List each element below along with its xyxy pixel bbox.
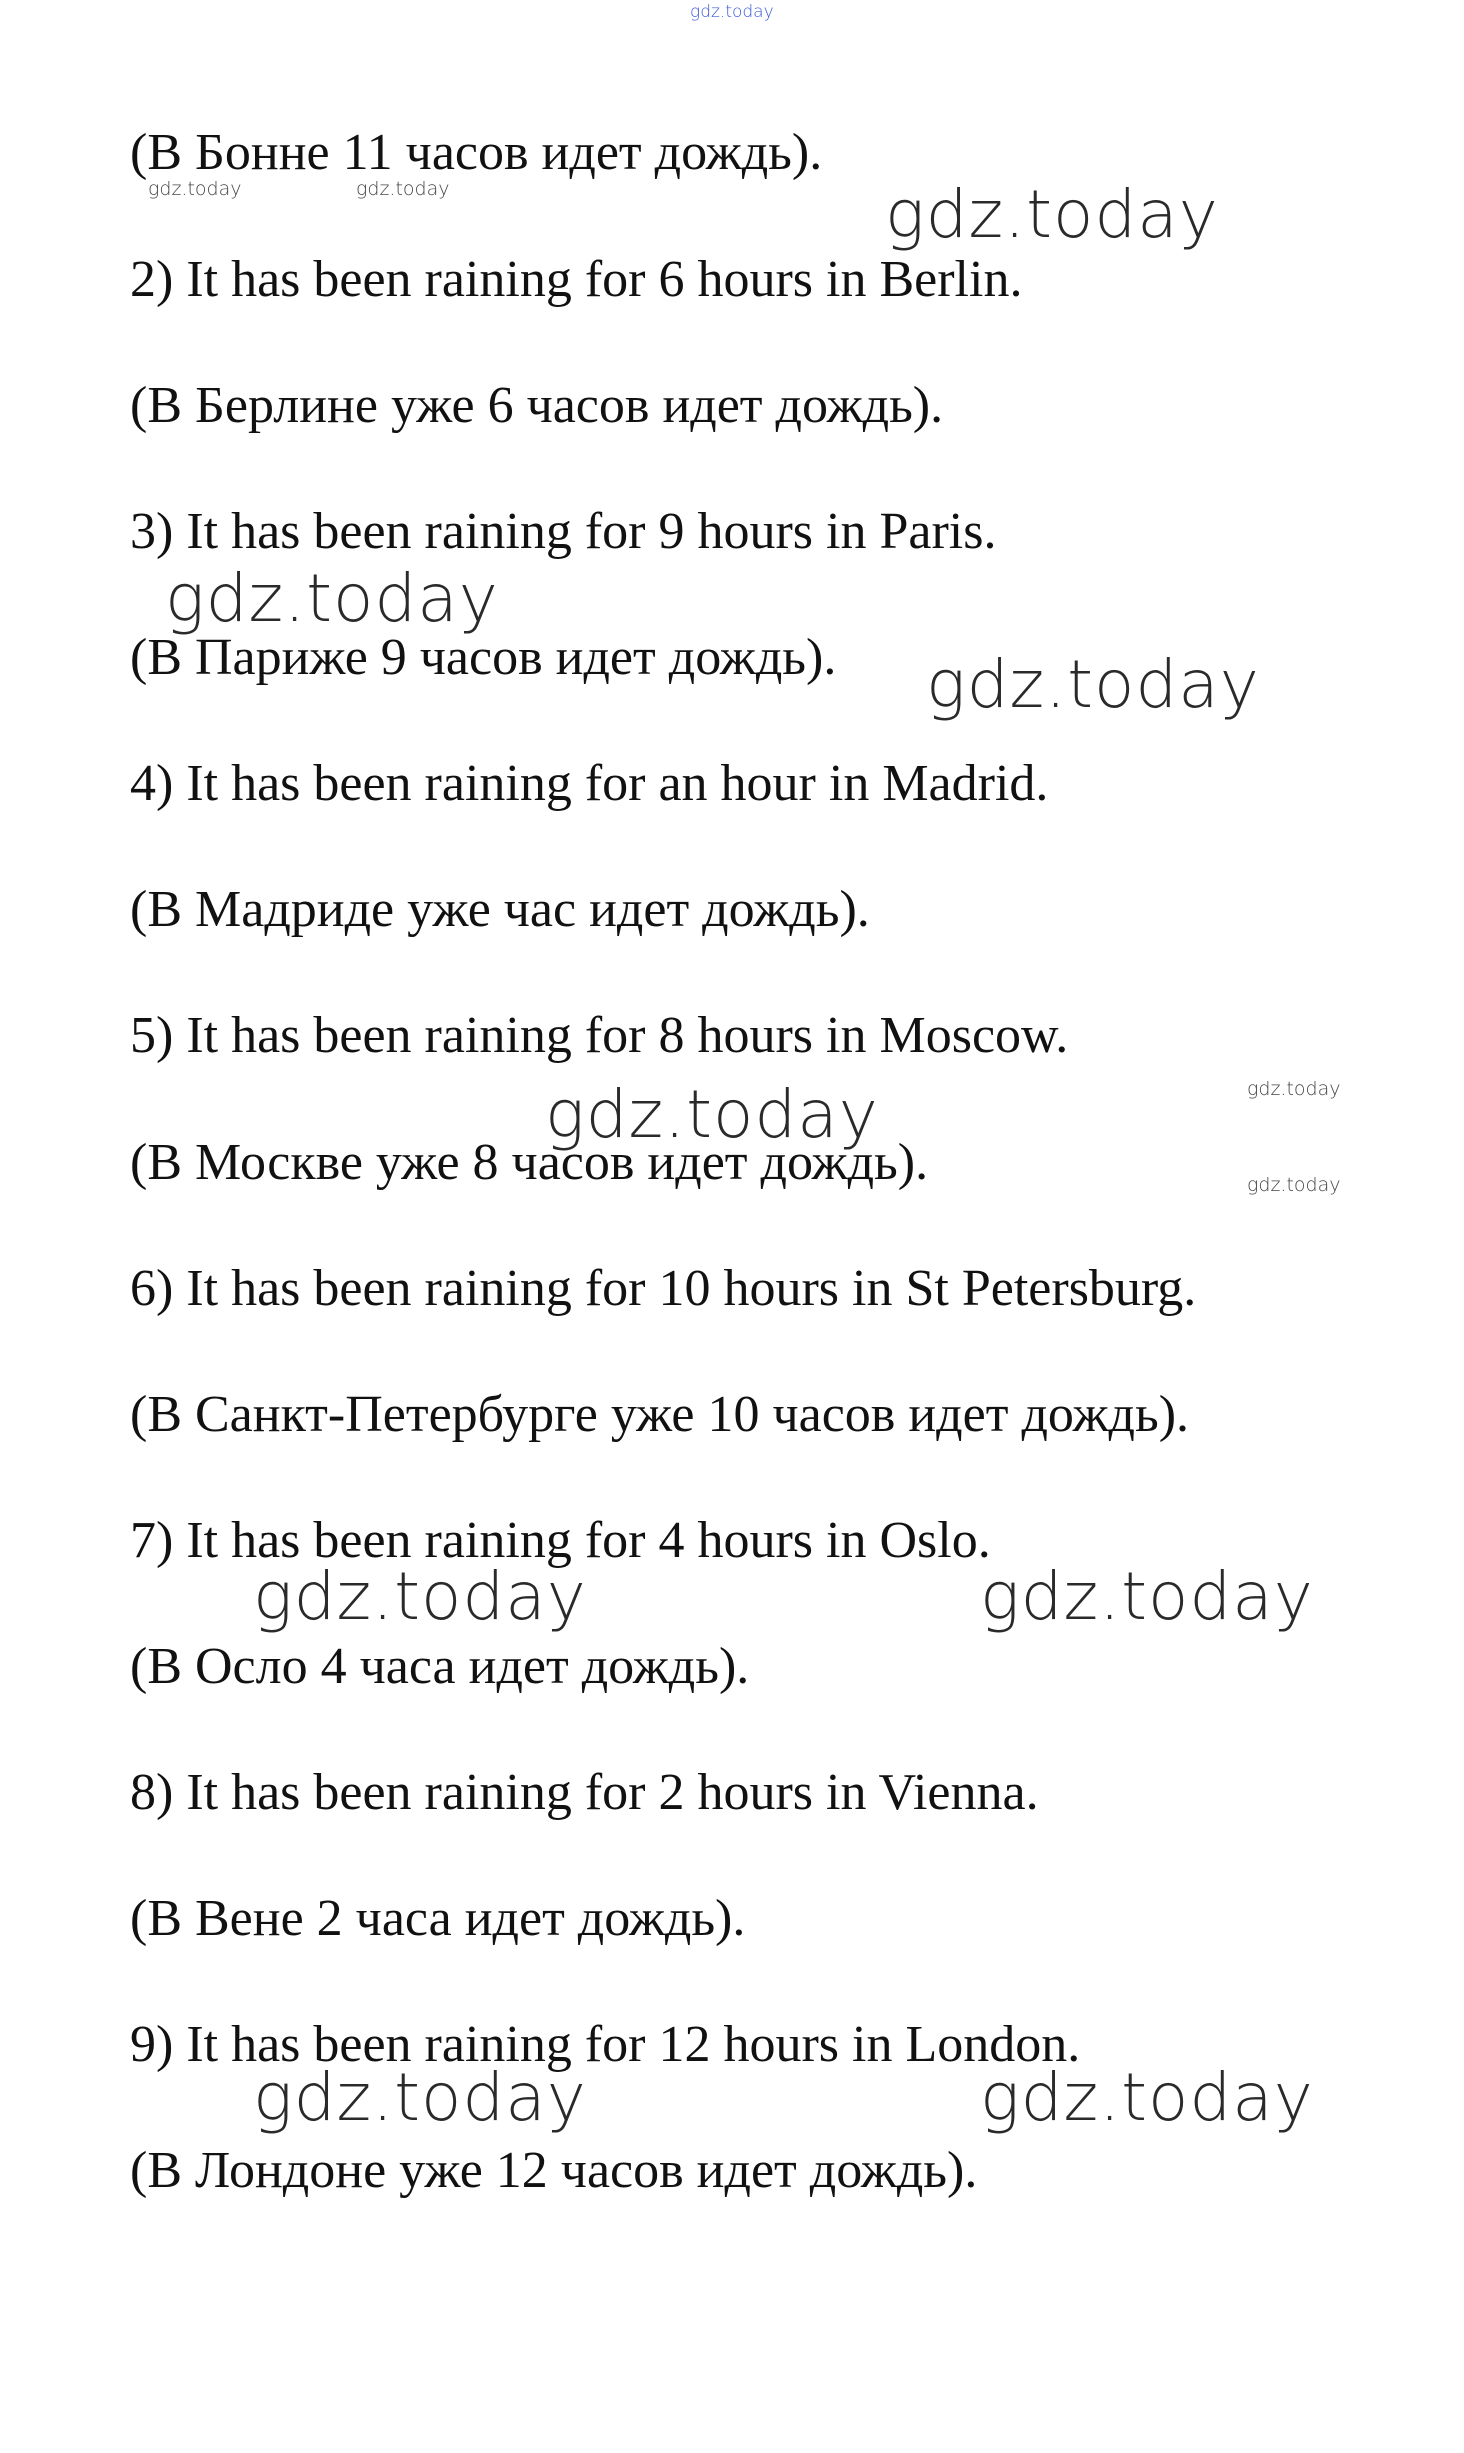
text-line-9: (В Москве уже 8 часов идет дождь). <box>130 1134 929 1191</box>
text-line-16: 9) It has been raining for 12 hours in London. <box>130 2016 1081 2073</box>
watermark-small: gdz.today <box>148 178 242 200</box>
text-line-4: 3) It has been raining for 9 hours in Paris. <box>130 503 997 560</box>
watermark-large: gdz.today <box>980 2059 1314 2136</box>
watermark-large: gdz.today <box>253 1558 587 1635</box>
watermark-large: gdz.today <box>165 560 499 637</box>
text-line-3: (В Берлине уже 6 часов идет дождь). <box>130 377 944 434</box>
watermark-large: gdz.today <box>980 1558 1314 1635</box>
text-line-10: 6) It has been raining for 10 hours in St Petersburg. <box>130 1260 1197 1317</box>
text-line-7: (В Мадриде уже час идет дождь). <box>130 881 870 938</box>
watermark-large: gdz.today <box>545 1076 879 1153</box>
text-line-1: (В Бонне 11 часов идет дождь). <box>130 124 823 181</box>
text-line-15: (В Вене 2 часа идет дождь). <box>130 1890 746 1947</box>
text-line-14: 8) It has been raining for 2 hours in Vienna. <box>130 1764 1039 1821</box>
text-line-17: (В Лондоне уже 12 часов идет дождь). <box>130 2142 978 2199</box>
watermark-small: gdz.today <box>356 178 450 200</box>
watermark-small: gdz.today <box>1247 1078 1341 1100</box>
text-line-12: 7) It has been raining for 4 hours in Oslo. <box>130 1512 991 1569</box>
watermark-small: gdz.today <box>1247 1174 1341 1196</box>
text-line-13: (В Осло 4 часа идет дождь). <box>130 1638 750 1695</box>
watermark-top: gdz.today <box>690 2 774 22</box>
text-line-6: 4) It has been raining for an hour in Madrid. <box>130 755 1049 812</box>
watermark-large: gdz.today <box>926 646 1260 723</box>
watermark-large: gdz.today <box>253 2059 587 2136</box>
text-line-8: 5) It has been raining for 8 hours in Moscow. <box>130 1007 1069 1064</box>
watermark-large: gdz.today <box>885 176 1219 253</box>
text-line-2: 2) It has been raining for 6 hours in Berlin. <box>130 251 1023 308</box>
text-line-11: (В Санкт-Петербурге уже 10 часов идет дождь). <box>130 1386 1190 1443</box>
text-line-5: (В Париже 9 часов идет дождь). <box>130 629 837 686</box>
